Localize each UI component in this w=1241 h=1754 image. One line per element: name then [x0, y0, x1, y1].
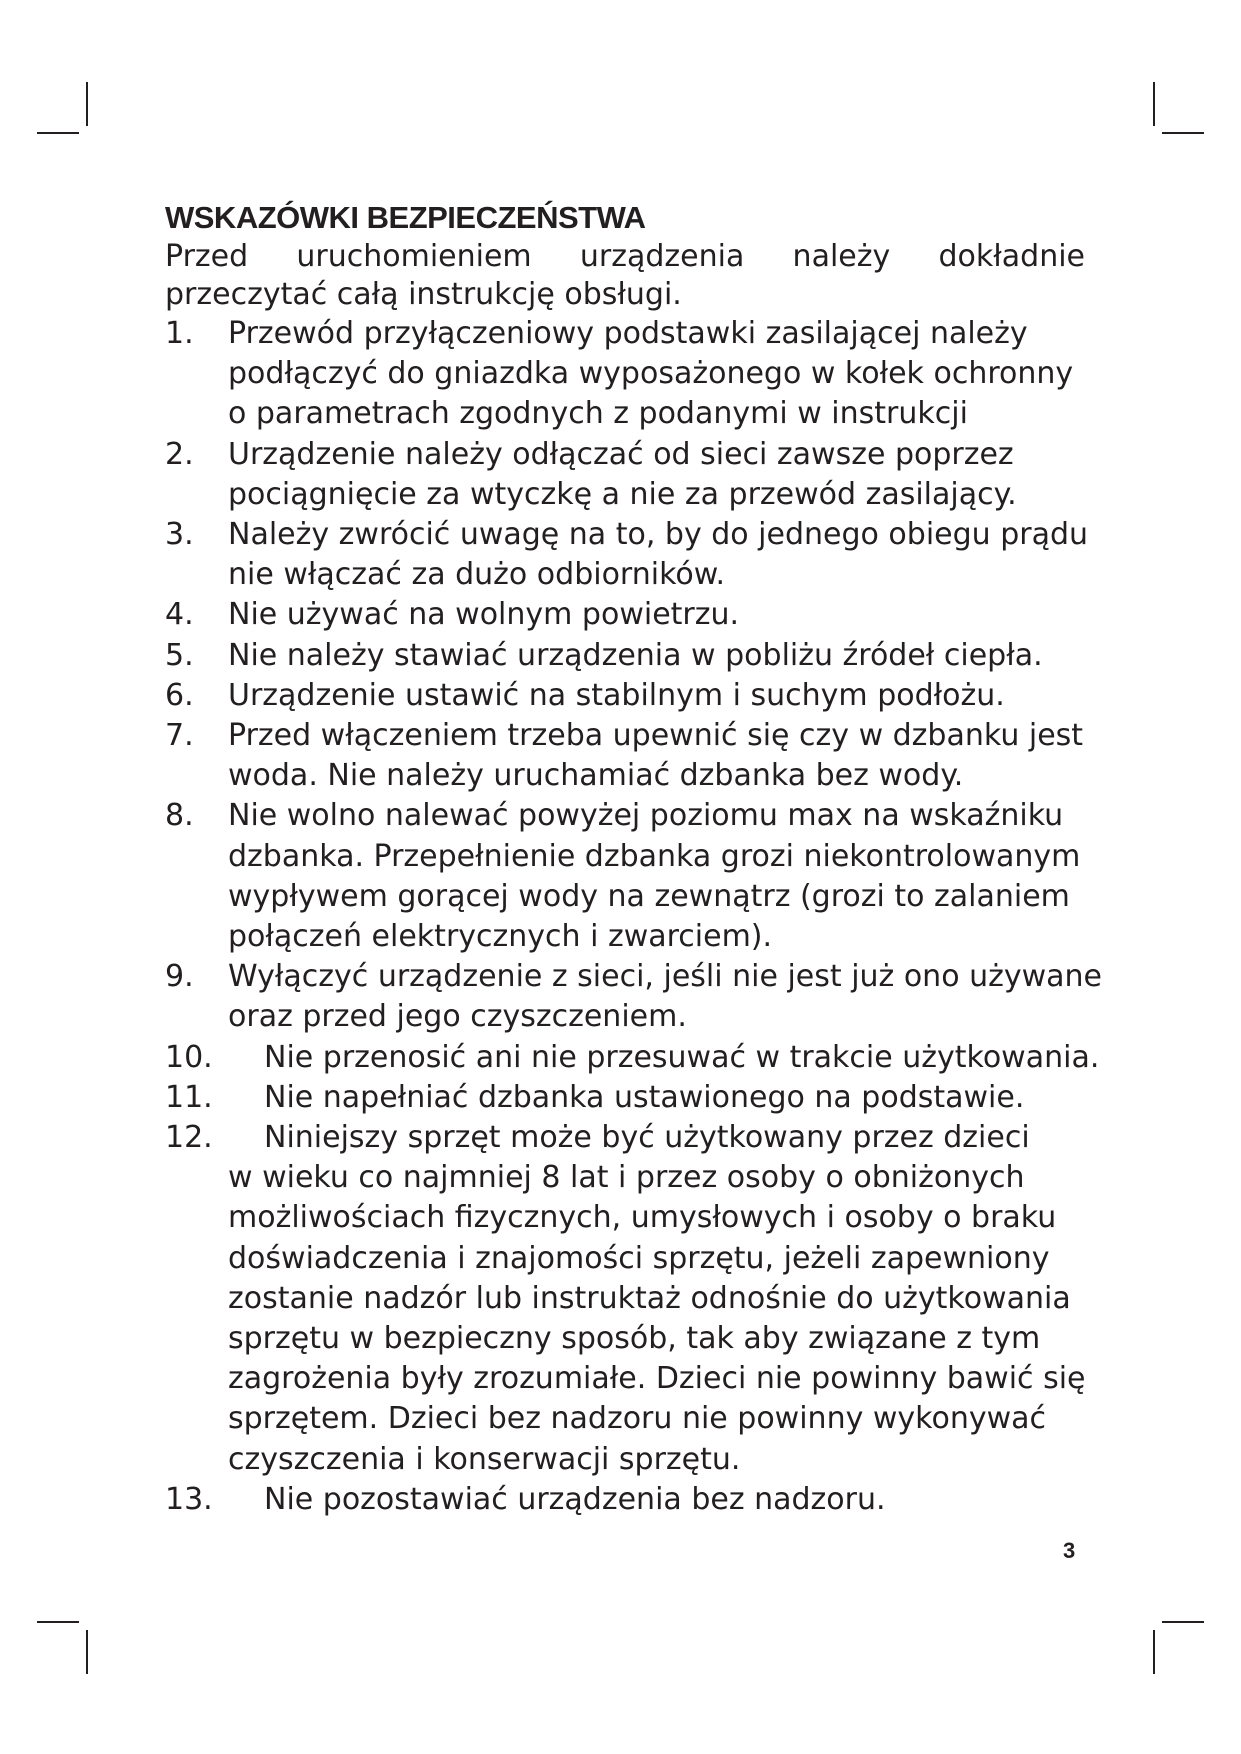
page-title: WSKAZÓWKI BEZPIECZEŃSTWA: [165, 200, 646, 235]
list-item-text-line: zostanie nadzór lub instruktaż odnośnie do użytkowania: [228, 1280, 1071, 1316]
list-item-text-line: Urządzenie ustawić na stabilnym i suchym podłożu.: [228, 677, 1005, 713]
intro-paragraph: [165, 238, 1085, 314]
crop-mark-bottom-right-horizontal: [1162, 1621, 1204, 1623]
list-item: [165, 1480, 1085, 1520]
list-item-number: 1.: [165, 316, 194, 351]
list-item-number: 5.: [165, 637, 194, 673]
list-item-number: 12.: [165, 1120, 213, 1156]
list-item: [165, 1078, 1085, 1118]
list-item-text-line: Nie należy stawiać urządzenia w pobliżu źródeł ciepła.: [228, 637, 1043, 673]
list-item: [165, 796, 1085, 957]
list-item-text-line: Wyłączyć urządzenie z sieci, jeśli nie jest już ono używane: [228, 959, 1102, 995]
page-number: 3: [1063, 1538, 1076, 1563]
list-item-text-line: sprzętem. Dzieci bez nadzoru nie powinny wykonywać: [228, 1401, 1046, 1437]
page-content: [165, 198, 1102, 1520]
list-item-text-line: oraz przed jego czyszczeniem.: [228, 999, 687, 1035]
list-item-text-line: Nie używać na wolnym powietrzu.: [228, 597, 740, 633]
list-item-text-line: woda. Nie należy uruchamiać dzbanka bez wody.: [228, 758, 964, 794]
list-item: [165, 636, 1085, 676]
list-item-text-line: dzbanka. Przepełnienie dzbanka grozi niekontrolowanym: [228, 838, 1081, 874]
list-item-text-line: zagrożenia były zrozumiałe. Dzieci nie powinny bawić się: [228, 1361, 1086, 1397]
list-item-text-line: Nie napełniać dzbanka ustawionego na podstawie.: [264, 1079, 1025, 1115]
intro-line: przeczytać całą instrukcję obsługi.: [165, 277, 682, 312]
list-item: [165, 515, 1089, 595]
list-item: [165, 595, 1085, 635]
list-item-text-line: Przed włączeniem trzeba upewnić się czy w dzbanku jest: [228, 718, 1084, 754]
list-item-text-line: o parametrach zgodnych z podanymi w instrukcji: [228, 396, 968, 432]
list-item-number: 6.: [165, 677, 194, 713]
list-item-number: 11.: [165, 1079, 213, 1115]
list-item-text-line: Należy zwrócić uwagę na to, by do jednego obiegu prądu: [228, 517, 1089, 553]
list-item-number: 4.: [165, 597, 194, 633]
list-item: [165, 314, 1085, 435]
list-item-text-line: sprzętu w bezpieczny sposób, tak aby związane z tym: [228, 1321, 1041, 1357]
list-item-text-line: Urządzenie należy odłączać od sieci zawsze poprzez: [228, 436, 1014, 472]
crop-mark-bottom-left-vertical: [86, 1630, 88, 1674]
list-item-text-line: połączeń elektrycznych i zwarciem).: [228, 919, 773, 955]
intro-line: Przed uruchomieniem urządzenia należy dokładnie: [165, 239, 1085, 274]
safety-list: [165, 314, 1102, 1520]
list-item: [165, 716, 1085, 796]
crop-mark-top-right-horizontal: [1162, 132, 1204, 134]
list-item-text-line: pociągnięcie za wtyczkę a nie za przewód zasilający.: [228, 476, 1017, 512]
crop-mark-top-right-vertical: [1153, 82, 1155, 126]
list-item-text-line: podłączyć do gniazdka wyposażonego w kołek ochronny: [228, 356, 1074, 392]
list-item-text-line: możliwościach fizycznych, umysłowych i osoby o braku: [228, 1200, 1057, 1236]
crop-mark-bottom-right-vertical: [1153, 1630, 1155, 1674]
list-item-text-line: w wieku co najmniej 8 lat i przez osoby o obniżonych: [228, 1160, 1025, 1196]
list-item: [165, 1038, 1100, 1078]
list-item-text-line: Niniejszy sprzęt może być użytkowany przez dzieci: [264, 1120, 1030, 1156]
crop-mark-top-left-vertical: [86, 82, 88, 126]
list-item: [165, 676, 1085, 716]
list-item-number: 2.: [165, 436, 194, 472]
crop-mark-bottom-left-horizontal: [37, 1621, 79, 1623]
list-item-text-line: doświadczenia i znajomości sprzętu, jeżeli zapewniony: [228, 1240, 1050, 1276]
list-item: [165, 1118, 1085, 1480]
list-item: [165, 435, 1085, 515]
list-item-number: 10.: [165, 1039, 213, 1075]
list-item-number: 8.: [165, 798, 194, 834]
list-item: [165, 957, 1102, 1037]
crop-mark-top-left-horizontal: [37, 132, 79, 134]
list-item-text-line: Nie pozostawiać urządzenia bez nadzoru.: [264, 1481, 886, 1517]
list-item-text-line: Nie przenosić ani nie przesuwać w trakcie użytkowania.: [264, 1039, 1100, 1075]
list-item-text-line: Nie wolno nalewać powyżej poziomu max na wskaźniku: [228, 798, 1064, 834]
list-item-text-line: nie włączać za dużo odbiorników.: [228, 557, 726, 593]
list-item-number: 9.: [165, 959, 194, 995]
list-item-number: 3.: [165, 517, 194, 553]
list-item-number: 13.: [165, 1481, 213, 1517]
list-item-text-line: Przewód przyłączeniowy podstawki zasilającej należy: [228, 316, 1028, 351]
list-item-number: 7.: [165, 718, 194, 754]
list-item-text-line: wypływem gorącej wody na zewnątrz (grozi to zalaniem: [228, 878, 1070, 914]
list-item-text-line: czyszczenia i konserwacji sprzętu.: [228, 1441, 741, 1477]
